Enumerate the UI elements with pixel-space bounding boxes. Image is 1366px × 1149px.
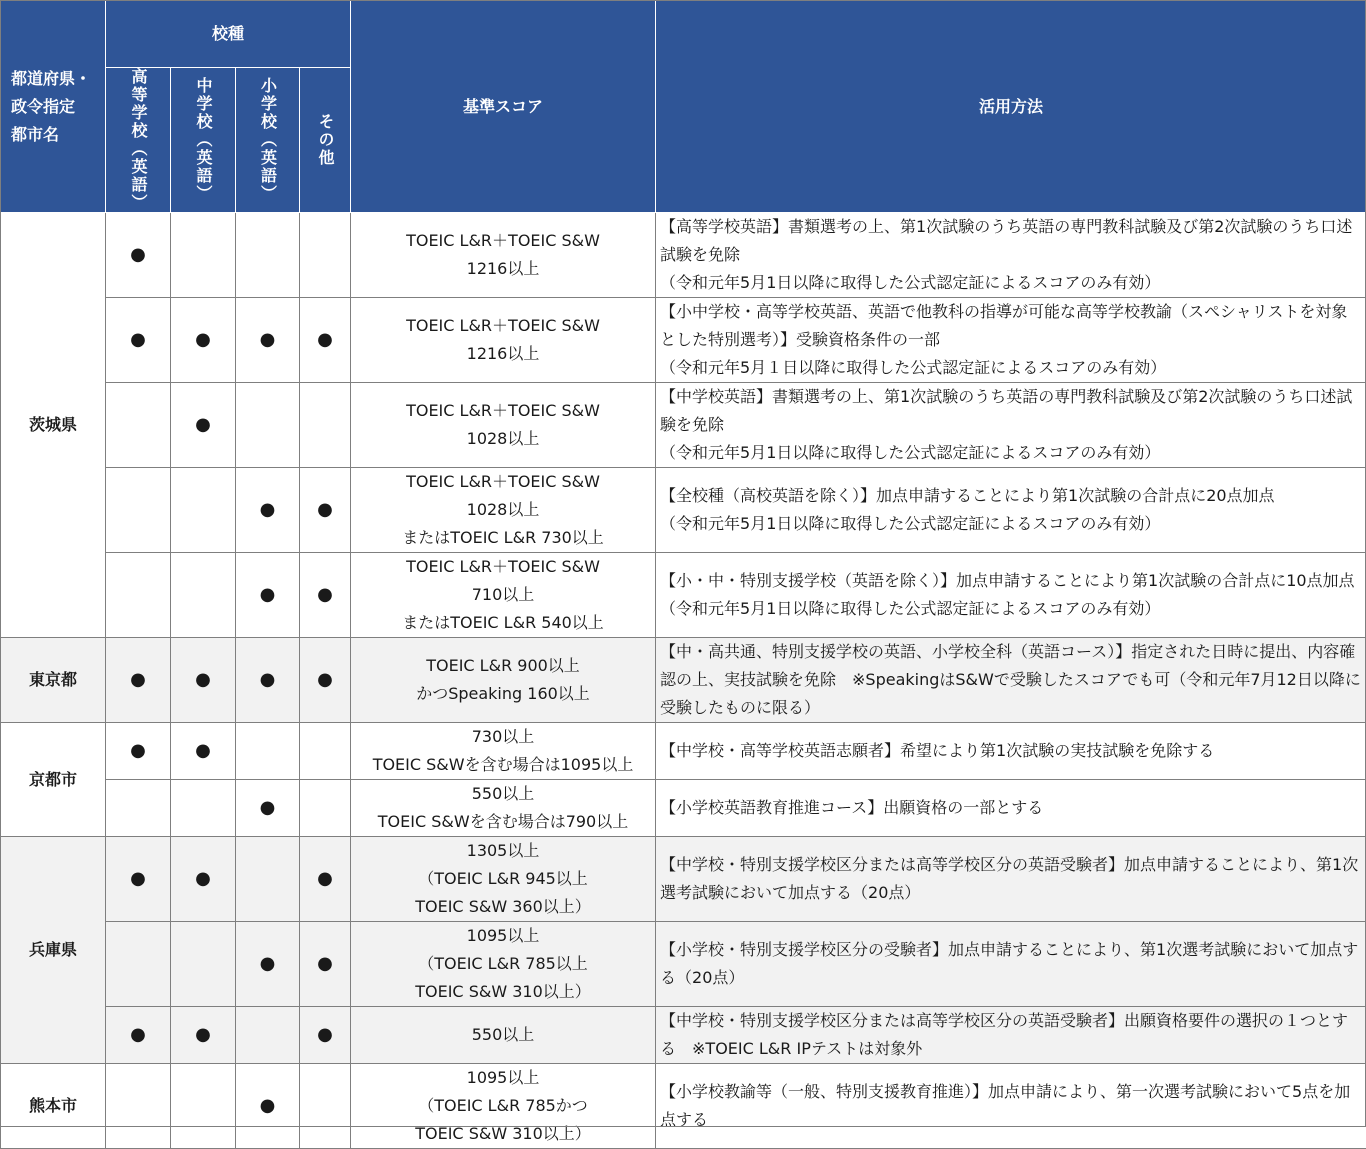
header-method: 活用方法 — [656, 1, 1366, 213]
method-cell: 【高等学校英語】書類選考の上、第1次試験のうち英語の専門教科試験及び第2次試験のうち口述試験を免除 （令和元年5月1日以降に取得した公式認定証によるスコアのみ有効） — [656, 213, 1366, 298]
mark-cell: ● — [106, 213, 171, 298]
score-cell: 1095以上 （TOEIC L&R 785以上 TOEIC S&W 310以上） — [351, 922, 656, 1007]
header-elementary: 小学校（英語） — [236, 68, 300, 213]
mark-cell — [236, 1007, 300, 1064]
header-high-school: 高等学校（英語） — [106, 68, 171, 213]
mark-cell — [106, 1064, 171, 1149]
mark-cell: ● — [171, 638, 236, 723]
method-cell: 【中学校・特別支援学校区分または高等学校区分の英語受験者】加点申請することにより、第1次選考試験において加点する（20点） — [656, 837, 1366, 922]
method-cell: 【小学校・特別支援学校区分の受験者】加点申請することにより、第1次選考試験において加点する（20点） — [656, 922, 1366, 1007]
score-cell: TOEIC L&R＋TOEIC S&W 1216以上 — [351, 213, 656, 298]
header-junior-high: 中学校（英語） — [171, 68, 236, 213]
mark-cell: ● — [236, 553, 300, 638]
method-cell: 【中学校・特別支援学校区分または高等学校区分の英語受験者】出願資格要件の選択の１つとする ※TOEIC L&R IPテストは対象外 — [656, 1007, 1366, 1064]
mark-cell — [106, 383, 171, 468]
mark-cell — [106, 780, 171, 837]
method-cell: 【小中学校・高等学校英語、英語で他教科の指導が可能な高等学校教諭（スペシャリストを対象とした特別選考）】受験資格条件の一部 （令和元年5月１日以降に取得した公式認定証によるスコアのみ有効） — [656, 298, 1366, 383]
mark-cell — [171, 213, 236, 298]
score-cell: TOEIC L&R＋TOEIC S&W 1216以上 — [351, 298, 656, 383]
score-cell: 730以上 TOEIC S&Wを含む場合は1095以上 — [351, 723, 656, 780]
mark-cell — [106, 922, 171, 1007]
mark-cell — [171, 780, 236, 837]
mark-cell — [236, 723, 300, 780]
mark-cell: ● — [236, 638, 300, 723]
mark-cell: ● — [300, 553, 351, 638]
mark-cell — [171, 468, 236, 553]
mark-cell — [300, 213, 351, 298]
mark-cell — [171, 922, 236, 1007]
header-other: その他 — [300, 68, 351, 213]
mark-cell: ● — [300, 468, 351, 553]
mark-cell: ● — [171, 837, 236, 922]
region-cell: 東京都 — [1, 638, 106, 723]
region-cell: 茨城県 — [1, 213, 106, 638]
mark-cell — [300, 723, 351, 780]
score-cell: 550以上 — [351, 1007, 656, 1064]
region-cell: 京都市 — [1, 723, 106, 837]
mark-cell: ● — [106, 723, 171, 780]
score-cell: TOEIC L&R＋TOEIC S&W 1028以上 — [351, 383, 656, 468]
mark-cell — [300, 383, 351, 468]
method-cell: 【中・高共通、特別支援学校の英語、小学校全科（英語コース）】指定された日時に提出、内容確認の上、実技試験を免除 ※SpeakingはS&Wで受験したスコアでも可（令和元年7月12日以降に受験したものに限る） — [656, 638, 1366, 723]
score-cell: 1095以上 （TOEIC L&R 785かつ TOEIC S&W 310以上） — [351, 1064, 656, 1149]
method-cell: 【小学校英語教育推進コース】出願資格の一部とする — [656, 780, 1366, 837]
header-region: 都道府県・ 政令指定 都市名 — [1, 1, 106, 213]
mark-cell: ● — [106, 638, 171, 723]
score-cell: TOEIC L&R 900以上 かつSpeaking 160以上 — [351, 638, 656, 723]
mark-cell: ● — [236, 298, 300, 383]
mark-cell: ● — [171, 1007, 236, 1064]
mark-cell: ● — [236, 468, 300, 553]
mark-cell: ● — [171, 298, 236, 383]
method-cell: 【全校種（高校英語を除く）】加点申請することにより第1次試験の合計点に20点加点 （令和元年5月1日以降に取得した公式認定証によるスコアのみ有効） — [656, 468, 1366, 553]
method-cell: 【中学校・高等学校英語志願者】希望により第1次試験の実技試験を免除する — [656, 723, 1366, 780]
mark-cell: ● — [106, 837, 171, 922]
mark-cell — [171, 1064, 236, 1149]
mark-cell: ● — [300, 922, 351, 1007]
mark-cell: ● — [171, 723, 236, 780]
mark-cell — [236, 213, 300, 298]
method-cell: 【小学校教諭等（一般、特別支援教育推進）】加点申請により、第一次選考試験において5点を加点する — [656, 1064, 1366, 1149]
mark-cell — [300, 1064, 351, 1149]
mark-cell: ● — [106, 298, 171, 383]
mark-cell: ● — [300, 298, 351, 383]
mark-cell — [171, 553, 236, 638]
region-cell: 兵庫県 — [1, 837, 106, 1064]
mark-cell: ● — [106, 1007, 171, 1064]
mark-cell — [106, 468, 171, 553]
mark-cell: ● — [300, 1007, 351, 1064]
score-cell: 1305以上 （TOEIC L&R 945以上 TOEIC S&W 360以上） — [351, 837, 656, 922]
mark-cell: ● — [236, 780, 300, 837]
method-cell: 【小・中・特別支援学校（英語を除く）】加点申請することにより第1次試験の合計点に10点加点（令和元年5月1日以降に取得した公式認定証によるスコアのみ有効） — [656, 553, 1366, 638]
mark-cell — [106, 553, 171, 638]
mark-cell: ● — [171, 383, 236, 468]
mark-cell — [300, 780, 351, 837]
region-cell: 熊本市 — [1, 1064, 106, 1149]
mark-cell — [236, 383, 300, 468]
header-score: 基準スコア — [351, 1, 656, 213]
mark-cell: ● — [236, 1064, 300, 1149]
mark-cell: ● — [236, 922, 300, 1007]
score-cell: TOEIC L&R＋TOEIC S&W 1028以上 またはTOEIC L&R 730以上 — [351, 468, 656, 553]
mark-cell: ● — [300, 837, 351, 922]
score-cell: TOEIC L&R＋TOEIC S&W 710以上 またはTOEIC L&R 540以上 — [351, 553, 656, 638]
score-cell: 550以上 TOEIC S&Wを含む場合は790以上 — [351, 780, 656, 837]
method-cell: 【中学校英語】書類選考の上、第1次試験のうち英語の専門教科試験及び第2次試験のうち口述試験を免除 （令和元年5月1日以降に取得した公式認定証によるスコアのみ有効） — [656, 383, 1366, 468]
mark-cell — [236, 837, 300, 922]
mark-cell: ● — [300, 638, 351, 723]
header-school-type: 校種 — [106, 1, 351, 68]
